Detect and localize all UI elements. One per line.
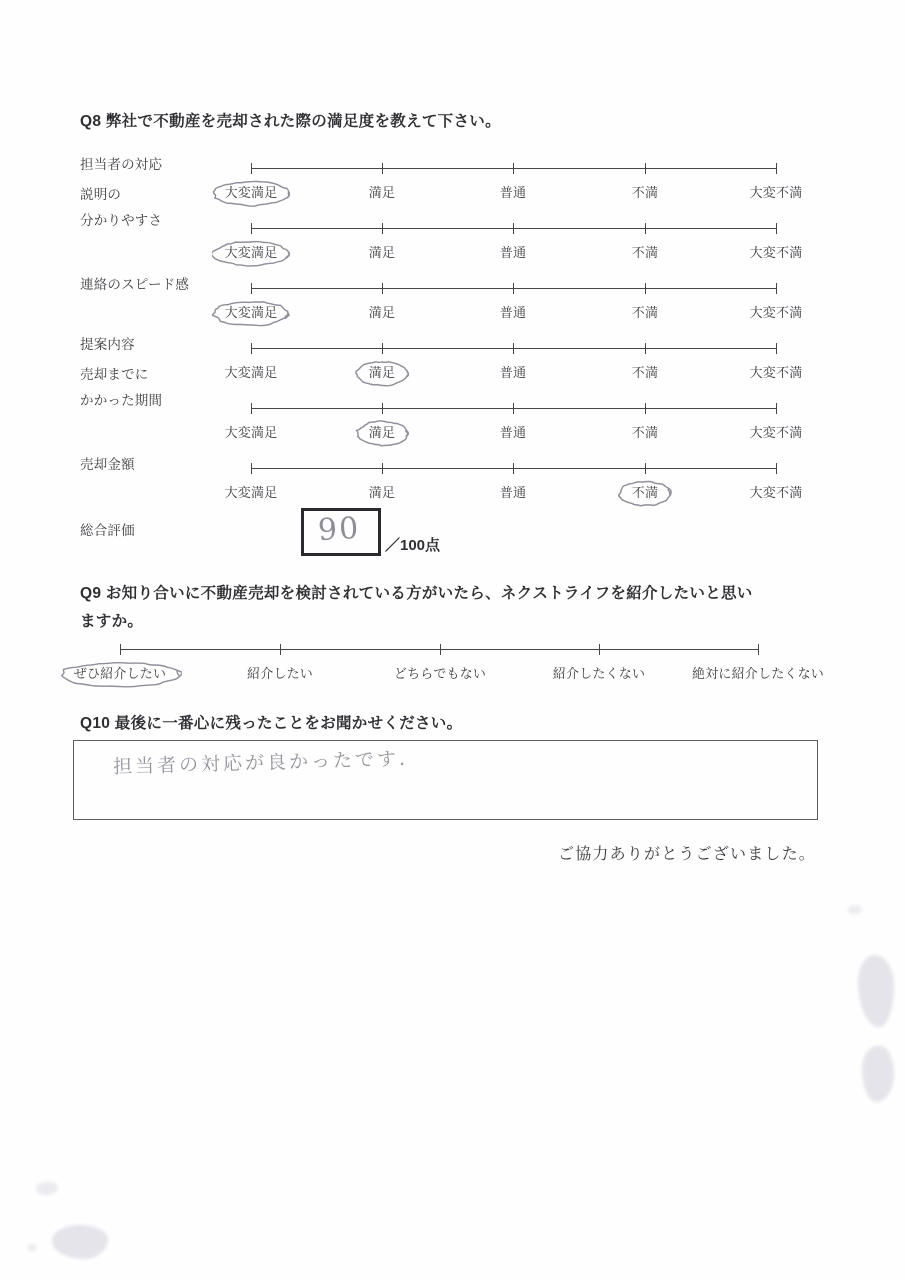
scale-tick — [382, 463, 383, 474]
scale-option-3[interactable]: 不満 — [631, 365, 659, 380]
scale-tick — [645, 163, 646, 174]
scale-tick — [513, 283, 514, 294]
scale-axis — [120, 649, 758, 650]
scale-tick — [776, 223, 777, 234]
scale-option-2[interactable]: 普通 — [499, 305, 527, 320]
scale-option-3[interactable]: 不満 — [631, 185, 659, 200]
scale-option-4[interactable]: 大変不満 — [749, 245, 803, 260]
scale-row-label: 売却金額 — [80, 457, 135, 472]
scale-option-0[interactable]: 大変満足 — [224, 245, 278, 260]
scale-option-1[interactable]: 満足 — [368, 485, 396, 500]
scale-option-2[interactable]: 普通 — [499, 245, 527, 260]
scale-option-1[interactable]: 満足 — [368, 245, 396, 260]
total-score-unit: ／100点 — [385, 537, 441, 554]
scale-tick — [251, 403, 252, 414]
scale-axis — [251, 408, 776, 409]
scale-tick — [645, 283, 646, 294]
scale-option-0[interactable]: ぜひ紹介したい — [73, 666, 167, 681]
total-score-label: 総合評価 — [80, 523, 135, 538]
scale-option-2[interactable]: 普通 — [499, 185, 527, 200]
scale-option-1[interactable]: 満足 — [368, 305, 396, 320]
scale-row-label: かかった期間 — [80, 393, 163, 408]
scale-option-3[interactable]: 紹介したくない — [552, 666, 646, 681]
scale-tick — [120, 644, 121, 655]
scale-tick — [251, 343, 252, 354]
scale-tick — [513, 343, 514, 354]
scale-option-3[interactable]: 不満 — [631, 245, 659, 260]
scale-tick — [645, 343, 646, 354]
q10-answer-handwritten: 担当者の対応が良かったです. — [112, 747, 409, 779]
scan-artifact — [858, 955, 894, 1027]
scale-tick — [251, 163, 252, 174]
q9-heading-line1: Q9 お知り合いに不動産売却を検討されている方がいたら、ネクストライフを紹介したいと思い — [80, 585, 753, 602]
scale-tick — [776, 343, 777, 354]
scale-tick — [776, 463, 777, 474]
scale-tick — [513, 403, 514, 414]
scale-option-3[interactable]: 不満 — [631, 425, 659, 440]
scan-artifact — [862, 1046, 894, 1102]
q10-heading: Q10 最後に一番心に残ったことをお聞かせください。 — [80, 715, 463, 732]
scale-option-3[interactable]: 不満 — [631, 485, 659, 500]
scale-tick — [251, 463, 252, 474]
scale-tick — [776, 403, 777, 414]
scale-tick — [776, 283, 777, 294]
scale-tick — [382, 283, 383, 294]
scale-axis — [251, 168, 776, 169]
scale-row-label: 担当者の対応 — [80, 157, 163, 172]
scale-option-0[interactable]: 大変満足 — [224, 425, 278, 440]
scale-row-label: 分かりやすさ — [80, 213, 163, 228]
scale-tick — [645, 463, 646, 474]
scale-tick — [280, 644, 281, 655]
scale-option-4[interactable]: 大変不満 — [749, 485, 803, 500]
scale-tick — [645, 403, 646, 414]
scale-option-1[interactable]: 満足 — [368, 365, 396, 380]
q8-heading: Q8 弊社で不動産を売却された際の満足度を教えて下さい。 — [80, 113, 501, 130]
scale-option-1[interactable]: 満足 — [368, 425, 396, 440]
scale-option-0[interactable]: 大変満足 — [224, 485, 278, 500]
scale-tick — [513, 463, 514, 474]
scale-tick — [382, 343, 383, 354]
scale-tick — [251, 223, 252, 234]
scale-option-0[interactable]: 大変満足 — [224, 365, 278, 380]
scale-row-label: 説明の — [80, 187, 122, 202]
scale-row-label: 売却までに — [80, 367, 149, 382]
scale-option-4[interactable]: 大変不満 — [749, 185, 803, 200]
scale-option-4[interactable]: 大変不満 — [749, 425, 803, 440]
scale-tick — [599, 644, 600, 655]
scale-option-1[interactable]: 満足 — [368, 185, 396, 200]
scale-row-label: 連絡のスピード感 — [80, 277, 190, 292]
scale-axis — [251, 348, 776, 349]
scale-option-1[interactable]: 紹介したい — [246, 666, 314, 681]
scale-tick — [382, 223, 383, 234]
scale-tick — [251, 283, 252, 294]
scale-row-label: 提案内容 — [80, 337, 135, 352]
scale-tick — [440, 644, 441, 655]
scan-artifact — [848, 905, 862, 914]
q9-heading-line2: ますか。 — [80, 613, 144, 630]
scale-option-0[interactable]: 大変満足 — [224, 305, 278, 320]
scale-tick — [382, 163, 383, 174]
scale-tick — [645, 223, 646, 234]
scale-axis — [251, 228, 776, 229]
scale-axis — [251, 288, 776, 289]
scale-option-4[interactable]: 大変不満 — [749, 305, 803, 320]
scan-artifact — [36, 1182, 58, 1195]
scale-option-0[interactable]: 大変満足 — [224, 185, 278, 200]
scale-option-2[interactable]: 普通 — [499, 485, 527, 500]
scale-option-2[interactable]: 普通 — [499, 425, 527, 440]
scale-tick — [382, 403, 383, 414]
scale-option-2[interactable]: どちらでもない — [393, 666, 487, 681]
scale-tick — [776, 163, 777, 174]
scale-tick — [758, 644, 759, 655]
scan-artifact — [52, 1225, 108, 1259]
total-score-handwritten: 90 — [317, 510, 362, 549]
scale-axis — [251, 468, 776, 469]
scale-option-4[interactable]: 大変不満 — [749, 365, 803, 380]
scale-option-4[interactable]: 絶対に紹介したくない — [691, 666, 825, 681]
scale-tick — [513, 163, 514, 174]
scan-artifact — [27, 1244, 37, 1251]
scale-option-3[interactable]: 不満 — [631, 305, 659, 320]
scale-option-2[interactable]: 普通 — [499, 365, 527, 380]
scale-tick — [513, 223, 514, 234]
closing-message: ご協力ありがとうございました。 — [558, 846, 817, 863]
